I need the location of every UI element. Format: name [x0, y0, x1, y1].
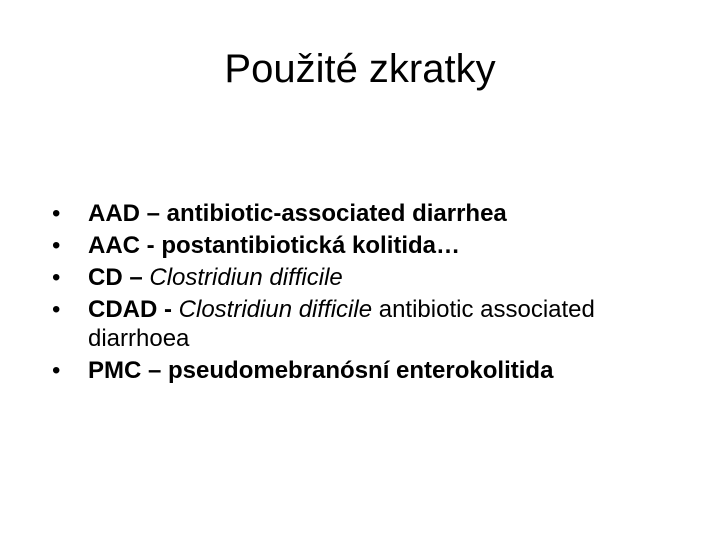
bullet-segment: antibiotic associated diarrhoea: [88, 296, 595, 352]
bullet-segment: PMC – pseudomebranósní enterokolitida: [88, 357, 554, 384]
bullet-icon: •: [52, 200, 61, 227]
bullet-icon: •: [52, 264, 61, 291]
bullet-item-pmc: [52, 356, 692, 385]
bullet-segment: CDAD -: [88, 296, 179, 323]
bullet-item-cdad: [52, 295, 692, 353]
bullet-segment: CD –: [88, 264, 150, 291]
slide-title: Použité zkratky: [224, 47, 496, 91]
bullet-segment: AAC - postantibiotická kolitida…: [88, 232, 461, 259]
bullet-icon: •: [52, 296, 61, 323]
bullet-item-aac: [52, 231, 692, 260]
bullet-segment: AAD – antibiotic-associated diarrhea: [88, 200, 507, 227]
bullet-text: [88, 295, 692, 353]
bullet-list: [52, 199, 692, 388]
bullet-icon: •: [52, 357, 61, 384]
bullet-text: [88, 263, 692, 292]
bullet-text: [88, 231, 692, 260]
bullet-segment-italic: Clostridiun difficile: [178, 296, 373, 323]
bullet-item-cd: [52, 263, 692, 292]
bullet-text: [88, 356, 692, 385]
bullet-segment-italic: Clostridiun difficile: [149, 264, 343, 291]
bullet-item-aad: [52, 199, 692, 228]
bullet-icon: •: [52, 232, 61, 259]
bullet-text: [88, 199, 692, 228]
